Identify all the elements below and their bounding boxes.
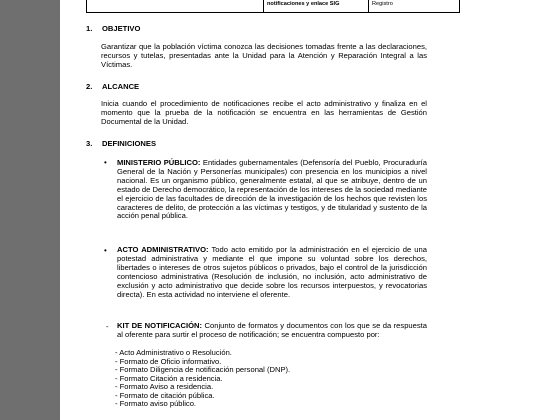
- section-title: DEFINICIONES: [102, 139, 157, 148]
- section-number: 1.: [86, 24, 93, 33]
- definition-text: Conjunto de formatos y documentos con los que se da respuesta al oferente para surtir el proceso de notificación; se encuentra compuesto por:: [117, 321, 427, 339]
- list-item: - Formato aviso público.: [115, 399, 197, 408]
- definition-text: Todo acto emitido por la administración en el ejercicio de una potestad administrativa y mediante el que impone su voluntad sobre los derechos, libertades o intereses de otros sujetos públicos o privados, bajo el control de la jurisdicción contencioso administrativa (Resolución de inclusión, no inclusión, acto administrativo de exclusión y acto administrativo que decide sobre los recursos interpuestos, y revocatorias directa). En esta actividad no interviene el oferente.: [117, 245, 427, 299]
- kit-items-list: [115, 349, 435, 409]
- section-number: 2.: [86, 82, 93, 91]
- bullet-icon: •: [104, 158, 107, 167]
- list-item: - Formato de Oficio informativo.: [115, 356, 222, 366]
- definition-ministerio-publico: [117, 159, 427, 221]
- definition-text: Entidades gubernamentales (Defensoría del Pueblo, Procuraduría General de la Nación y Personerías municipales) con presencia en los municipios a nivel nacional. Es un organismo público, generalmente estatal, al que se atribuye, dentro de un estado de Derecho democrático, la representación de los intereses de la sociedad mediante el ejercicio de las facultades de dirección de la investigación de los hechos que revisten los caracteres de delito, de protección a las víctimas y testigos, y de titularidad y sustento de la acción penal pública.: [117, 158, 427, 221]
- list-item: - Acto Administrativo o Resolución.: [115, 348, 232, 357]
- list-item: - Formato Diligencia de notificación personal (DNP).: [115, 365, 291, 374]
- section-title: OBJETIVO: [102, 24, 141, 33]
- definition-kit-de-notificacion: [117, 322, 427, 340]
- section-alcance-text: Inicia cuando el procedimiento de notificaciones recibe el acto administrativo y finaliza en el momento que la prueba de la notificación se encuentra en las herramientas de Gestión Documental de la Unidad.: [101, 99, 427, 126]
- section-title: ALCANCE: [102, 82, 140, 91]
- header-table: [86, 0, 460, 13]
- header-cell-left: [87, 0, 264, 12]
- list-item: - Formato Citación a residencia.: [115, 373, 223, 383]
- header-cell-right: Registro: [372, 1, 393, 7]
- document-page: [60, 0, 543, 420]
- definition-term: ACTO ADMINISTRATIVO:: [117, 245, 209, 254]
- bullet-icon: •: [104, 246, 107, 255]
- header-cell-middle: notificaciones y enlace SIG: [264, 0, 369, 12]
- dash-marker: -: [106, 322, 109, 331]
- list-item: - Formato Aviso a residencia.: [115, 382, 214, 391]
- section-number: 3.: [86, 139, 93, 148]
- definition-acto-administrativo: [117, 246, 427, 299]
- section-objetivo-text: Garantizar que la población víctima conozca las decisiones tomadas frente a las declaraciones, recursos y tutelas, presentadas ante la Unidad para la Atención y Reparación Integral a las Víctimas.: [101, 42, 427, 69]
- list-item: - Formato de citación pública.: [115, 390, 215, 400]
- definition-term: KIT DE NOTIFICACIÓN:: [117, 321, 203, 330]
- definition-term: MINISTERIO PÚBLICO:: [117, 158, 201, 167]
